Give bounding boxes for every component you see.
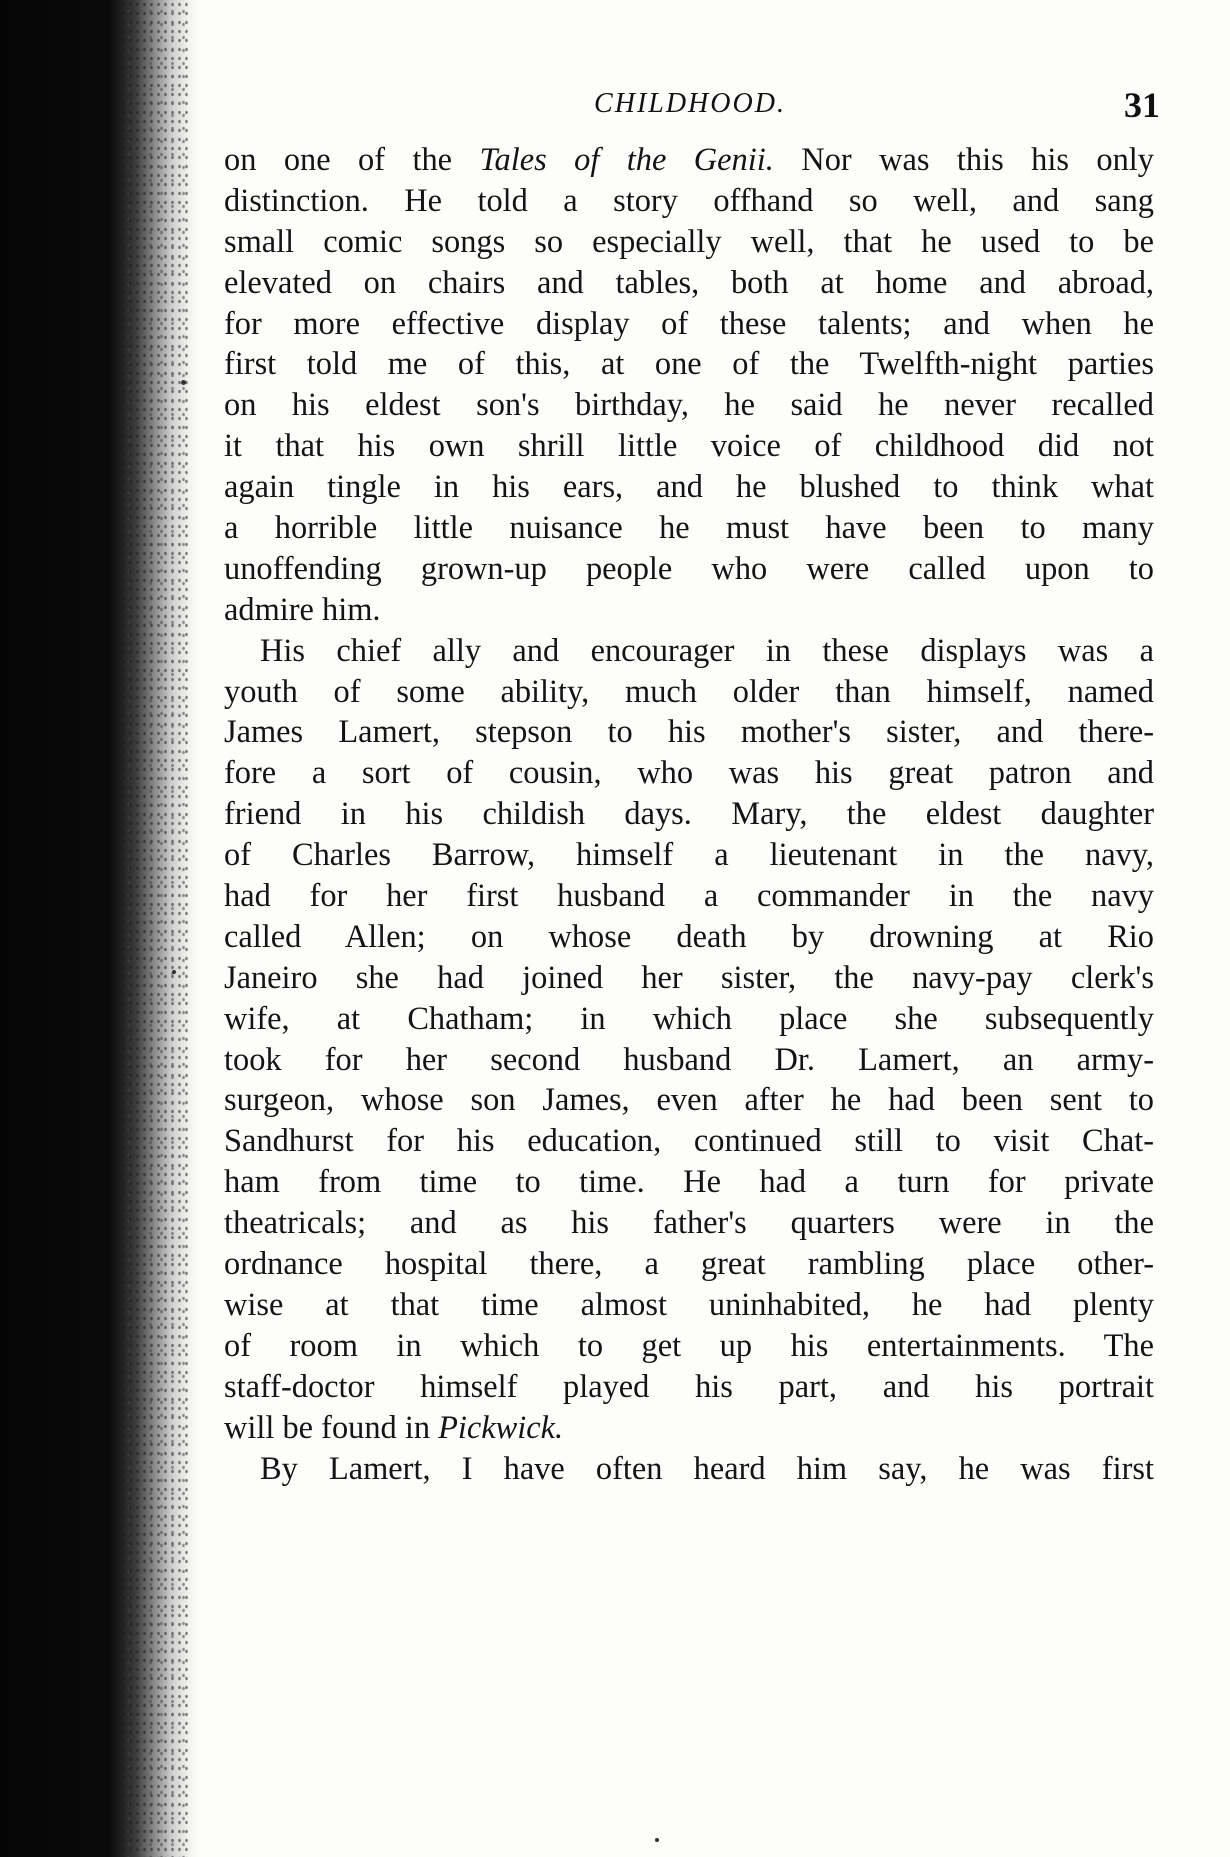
text-line: on one of the Tales of the Genii. Nor was this his only xyxy=(224,142,1154,178)
text-line: small comic songs so especially well, that he used to be xyxy=(224,223,1154,260)
text-line: Janeiro she had joined her sister, the navy-pay clerk's xyxy=(224,959,1154,996)
text-line: on his eldest son's birthday, he said he never recalled xyxy=(224,387,1154,424)
text-line: of Charles Barrow, himself a lieutenant in the navy, xyxy=(224,837,1154,874)
text-line: fore a sort of cousin, who was his great patron and xyxy=(224,755,1154,792)
text-line: theatricals; and as his father's quarters were in the xyxy=(224,1205,1154,1242)
text-line: elevated on chairs and tables, both at home and abroad, xyxy=(224,264,1154,301)
text-line: again tingle in his ears, and he blushed to think what xyxy=(224,469,1154,506)
text-line: a horrible little nuisance he must have been to many xyxy=(224,510,1154,547)
text-line: took for her second husband Dr. Lamert, an army- xyxy=(224,1041,1154,1078)
gutter-speckle xyxy=(120,0,190,1857)
ink-speck xyxy=(655,1838,659,1842)
text-line: youth of some ability, much older than himself, named xyxy=(224,673,1154,710)
text-line: wise at that time almost uninhabited, he had plenty xyxy=(224,1286,1154,1323)
paragraph-start-line: By Lamert, I have often heard him say, he was first xyxy=(260,1450,1154,1487)
text-line: admire him. xyxy=(224,591,381,628)
text-line: for more effective display of these talents; and when he xyxy=(224,305,1154,342)
text-line: will be found in Pickwick. xyxy=(224,1409,564,1446)
text-line: ham from time to time. He had a turn for private xyxy=(224,1164,1154,1201)
text-line: ordnance hospital there, a great rambling place other- xyxy=(224,1246,1154,1283)
text-line: it that his own shrill little voice of childhood did not xyxy=(224,428,1154,465)
page-header xyxy=(220,80,1160,130)
text-line: friend in his childish days. Mary, the eldest daughter xyxy=(224,796,1154,833)
text-line: staff-doctor himself played his part, and his portrait xyxy=(224,1368,1154,1405)
text-line: surgeon, whose son James, even after he had been sent to xyxy=(224,1082,1154,1119)
text-line: had for her first husband a commander in the navy xyxy=(224,878,1154,915)
text-line: unoffending grown-up people who were called upon to xyxy=(224,550,1154,587)
ink-speck xyxy=(181,380,186,385)
paragraph-start-line: His chief ally and encourager in these displays was a xyxy=(260,632,1154,669)
body-text xyxy=(224,140,1154,1489)
text-line: first told me of this, at one of the Twelfth-night parties xyxy=(224,346,1154,383)
text-line: distinction. He told a story offhand so well, and sang xyxy=(224,182,1154,219)
text-line: of room in which to get up his entertainments. The xyxy=(224,1327,1154,1364)
text-line: wife, at Chatham; in which place she subsequently xyxy=(224,1000,1154,1037)
text-line: called Allen; on whose death by drowning at Rio xyxy=(224,918,1154,955)
text-line: Sandhurst for his education, continued still to visit Chat- xyxy=(224,1123,1154,1160)
page-number: 31 xyxy=(1124,85,1160,125)
text-line: James Lamert, stepson to his mother's sister, and there- xyxy=(224,714,1154,751)
running-head: CHILDHOOD. xyxy=(594,88,786,119)
ink-speck xyxy=(172,970,176,974)
